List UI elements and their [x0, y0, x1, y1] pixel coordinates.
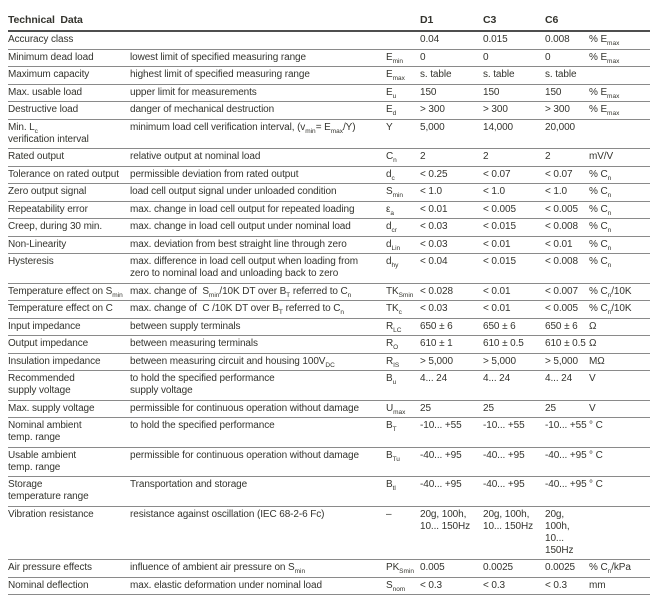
param-name-cell: Vibration resistance — [8, 507, 130, 524]
symbol-cell: $E_{min}$ — [386, 50, 420, 67]
value-c6-cell: < 1.0 — [545, 184, 589, 201]
symbol-cell: $R_O$ — [386, 336, 420, 353]
param-description-cell: Transportation and storage — [130, 477, 386, 494]
param-name-cell: Minimum dead load — [8, 50, 130, 67]
symbol-cell: $E_{max}$ — [386, 67, 420, 84]
param-description-cell: permissible deviation from rated output — [130, 167, 386, 184]
symbol-cell: $E_u$ — [386, 85, 420, 102]
value-c3-cell: 610 ± 0.5 — [483, 336, 545, 353]
table-row — [8, 578, 650, 595]
value-d1-cell: < 0.04 — [420, 254, 483, 271]
value-c6-cell: 0.0025 — [545, 560, 589, 577]
value-c3-cell: < 0.005 — [483, 202, 545, 219]
param-description-cell: permissible for continuous operation without damage — [130, 401, 386, 418]
value-d1-cell: < 0.3 — [420, 578, 483, 595]
param-description-cell: highest limit of specified measuring range — [130, 67, 386, 84]
value-d1-cell: 0.005 — [420, 560, 483, 577]
param-name-cell: Max. usable load — [8, 85, 130, 102]
value-d1-cell: > 5,000 — [420, 354, 483, 371]
value-c6-cell: 20g, 100h, 10... 150Hz — [545, 507, 589, 560]
value-c6-cell: -40... +95 — [545, 477, 589, 494]
value-c3-cell: 2 — [483, 149, 545, 166]
symbol-cell: $B_u$ — [386, 371, 420, 388]
param-description-cell: between measuring circuit and housing $100V_{DC}$ — [130, 354, 386, 371]
symbol-cell: $TK_c$ — [386, 301, 420, 318]
table-row — [8, 50, 650, 68]
value-d1-cell: 4... 24 — [420, 371, 483, 388]
value-d1-cell: -40... +95 — [420, 448, 483, 465]
param-description-cell: relative output at nominal load — [130, 149, 386, 166]
param-name-cell: Accuracy class — [8, 32, 130, 49]
unit-cell: ° C — [589, 448, 650, 465]
value-c6-cell: 25 — [545, 401, 589, 418]
value-c3-cell: < 0.01 — [483, 301, 545, 318]
value-d1-cell: -40... +95 — [420, 477, 483, 494]
param-description-cell: resistance against oscillation (IEC 68-2-6 Fc) — [130, 507, 386, 524]
table-row — [8, 254, 650, 284]
param-description-cell: max. elastic deformation under nominal load — [130, 578, 386, 595]
param-description-cell: to hold the specified performance — [130, 418, 386, 435]
param-description-cell: max. change of C /10K DT over $B_T$ referred to $C_n$ — [130, 301, 386, 318]
value-d1-cell: < 0.03 — [420, 301, 483, 318]
value-c3-cell: < 1.0 — [483, 184, 545, 201]
symbol-cell: $S_{nom}$ — [386, 578, 420, 595]
value-c6-cell: 0 — [545, 50, 589, 67]
symbol-cell: $B_{Tu}$ — [386, 448, 420, 465]
param-name-cell: Temperature effect on $S_{min}$ — [8, 284, 130, 301]
value-c6-cell: > 300 — [545, 102, 589, 119]
unit-cell: % $C_n/10K$ — [589, 284, 650, 301]
value-d1-cell: < 0.03 — [420, 219, 483, 236]
value-d1-cell: s. table — [420, 67, 483, 84]
value-c3-cell: < 0.015 — [483, 254, 545, 271]
value-c3-cell: < 0.01 — [483, 284, 545, 301]
symbol-cell: $U_{max}$ — [386, 401, 420, 418]
symbol-cell: $R_{LC}$ — [386, 319, 420, 336]
value-c6-cell: < 0.01 — [545, 237, 589, 254]
unit-cell: % $C_n$ — [589, 237, 650, 254]
symbol-cell: $R_{IS}$ — [386, 354, 420, 371]
table-row — [8, 102, 650, 120]
symbol-cell: – — [386, 507, 420, 524]
param-name-cell: Input impedance — [8, 319, 130, 336]
column-header-d1: D1 — [420, 11, 483, 30]
table-row — [8, 167, 650, 185]
value-d1-cell: < 1.0 — [420, 184, 483, 201]
symbol-cell: $PK_{Smin}$ — [386, 560, 420, 577]
value-c6-cell: < 0.007 — [545, 284, 589, 301]
value-c6-cell: 150 — [545, 85, 589, 102]
unit-cell: Ω — [589, 319, 650, 336]
value-c6-cell: -10... +55 — [545, 418, 589, 435]
param-name-cell: Storage temperature range — [8, 477, 130, 506]
param-name-cell: Nominal deflection — [8, 578, 130, 595]
value-c3-cell: < 0.3 — [483, 578, 545, 595]
value-c3-cell: s. table — [483, 67, 545, 84]
table-row — [8, 120, 650, 150]
value-d1-cell: 0.04 — [420, 32, 483, 49]
param-description-cell — [130, 32, 386, 37]
column-header-c6: C6 — [545, 11, 589, 30]
value-c6-cell: 20,000 — [545, 120, 589, 137]
value-c3-cell: -40... +95 — [483, 477, 545, 494]
symbol-cell — [386, 32, 420, 37]
table-row — [8, 149, 650, 167]
symbol-cell: $\varepsilon_a$ — [386, 202, 420, 219]
param-description-cell: upper limit for measurements — [130, 85, 386, 102]
table-row — [8, 284, 650, 302]
value-c6-cell: s. table — [545, 67, 589, 84]
param-name-cell: Output impedance — [8, 336, 130, 353]
unit-cell — [589, 120, 650, 125]
table-row — [8, 85, 650, 103]
unit-cell: % $E_{max}$ — [589, 102, 650, 119]
value-d1-cell: < 0.03 — [420, 237, 483, 254]
table-row — [8, 560, 650, 578]
unit-cell: ° C — [589, 418, 650, 435]
value-c6-cell: 650 ± 6 — [545, 319, 589, 336]
column-header-c3: C3 — [483, 11, 545, 30]
symbol-cell: $TK_{Smin}$ — [386, 284, 420, 301]
unit-cell: % $C_n$ — [589, 254, 650, 271]
param-name-cell: Air pressure effects — [8, 560, 130, 577]
param-name-cell: Nominal ambient temp. range — [8, 418, 130, 447]
unit-cell: V — [589, 371, 650, 388]
unit-cell: % $E_{max}$ — [589, 32, 650, 49]
value-d1-cell: 650 ± 6 — [420, 319, 483, 336]
symbol-cell: $B_{tl}$ — [386, 477, 420, 494]
table-row — [8, 219, 650, 237]
value-c6-cell: < 0.3 — [545, 578, 589, 595]
value-c6-cell: < 0.005 — [545, 301, 589, 318]
symbol-cell: $d_{Lin}$ — [386, 237, 420, 254]
value-c3-cell: 0 — [483, 50, 545, 67]
unit-cell: ° C — [589, 477, 650, 494]
value-c3-cell: < 0.015 — [483, 219, 545, 236]
value-c3-cell: > 300 — [483, 102, 545, 119]
unit-cell: % $E_{max}$ — [589, 85, 650, 102]
symbol-cell: $d_{cr}$ — [386, 219, 420, 236]
value-d1-cell: 2 — [420, 149, 483, 166]
value-d1-cell: < 0.028 — [420, 284, 483, 301]
value-d1-cell: 25 — [420, 401, 483, 418]
unit-cell — [589, 67, 650, 72]
param-name-cell: Maximum capacity — [8, 67, 130, 84]
unit-cell: % $C_n$ — [589, 184, 650, 201]
unit-cell: % $C_n$ — [589, 219, 650, 236]
value-c6-cell: < 0.005 — [545, 202, 589, 219]
param-description-cell: permissible for continuous operation without damage — [130, 448, 386, 465]
value-d1-cell: 5,000 — [420, 120, 483, 137]
value-c3-cell: 0.0025 — [483, 560, 545, 577]
symbol-cell: $d_c$ — [386, 167, 420, 184]
value-c3-cell: 4... 24 — [483, 371, 545, 388]
table-row — [8, 32, 650, 50]
symbol-cell: $d_{hy}$ — [386, 254, 420, 271]
table-row — [8, 184, 650, 202]
value-d1-cell: < 0.25 — [420, 167, 483, 184]
param-name-cell: Usable ambient temp. range — [8, 448, 130, 477]
unit-cell: % $E_{max}$ — [589, 50, 650, 67]
param-description-cell: influence of ambient air pressure on $S_{min}$ — [130, 560, 386, 577]
symbol-cell: $B_T$ — [386, 418, 420, 435]
table-row — [8, 202, 650, 220]
value-c3-cell: < 0.07 — [483, 167, 545, 184]
table-row — [8, 477, 650, 507]
unit-cell: Ω — [589, 336, 650, 353]
value-d1-cell: -10... +55 — [420, 418, 483, 435]
param-name-cell: Max. supply voltage — [8, 401, 130, 418]
value-c3-cell: -40... +95 — [483, 448, 545, 465]
table-row — [8, 507, 650, 561]
param-name-cell: Temperature effect on C — [8, 301, 130, 318]
param-name-cell: Rated output — [8, 149, 130, 166]
unit-cell: % $C_n$/kPa — [589, 560, 650, 577]
param-name-cell: Creep, during 30 min. — [8, 219, 130, 236]
unit-cell: mm — [589, 578, 650, 595]
param-name-cell: Min. $L_c$ verification interval — [8, 120, 130, 149]
param-name-cell: Recommended supply voltage — [8, 371, 130, 400]
param-description-cell: max. change in load cell output for repeated loading — [130, 202, 386, 219]
param-name-cell: Hysteresis — [8, 254, 130, 271]
value-c6-cell: -40... +95 — [545, 448, 589, 465]
param-description-cell: max. change in load cell output under nominal load — [130, 219, 386, 236]
param-name-cell: Destructive load — [8, 102, 130, 119]
value-d1-cell: 150 — [420, 85, 483, 102]
param-name-cell: Repeatability error — [8, 202, 130, 219]
table-header-row — [8, 11, 650, 32]
value-d1-cell: > 300 — [420, 102, 483, 119]
param-description-cell: between measuring terminals — [130, 336, 386, 353]
value-c6-cell: 0.008 — [545, 32, 589, 49]
table-row — [8, 336, 650, 354]
table-title: Technical Data — [8, 11, 420, 30]
param-description-cell: max. deviation from best straight line through zero — [130, 237, 386, 254]
column-header-unit — [589, 11, 650, 18]
table-row — [8, 354, 650, 372]
symbol-cell: Y — [386, 120, 420, 137]
value-d1-cell: 610 ± 1 — [420, 336, 483, 353]
value-c6-cell: > 5,000 — [545, 354, 589, 371]
value-c6-cell: < 0.008 — [545, 219, 589, 236]
table-row — [8, 301, 650, 319]
value-c3-cell: 20g, 100h, 10... 150Hz — [483, 507, 545, 536]
value-c3-cell: 14,000 — [483, 120, 545, 137]
param-description-cell: load cell output signal under unloaded condition — [130, 184, 386, 201]
unit-cell: mV/V — [589, 149, 650, 166]
table-body — [8, 32, 650, 595]
param-description-cell: danger of mechanical destruction — [130, 102, 386, 119]
table-row — [8, 418, 650, 448]
value-c3-cell: -10... +55 — [483, 418, 545, 435]
value-c6-cell: < 0.008 — [545, 254, 589, 271]
value-c6-cell: 4... 24 — [545, 371, 589, 388]
unit-cell: V — [589, 401, 650, 418]
param-description-cell: between supply terminals — [130, 319, 386, 336]
value-d1-cell: 20g, 100h, 10... 150Hz — [420, 507, 483, 536]
table-row — [8, 319, 650, 337]
value-c6-cell: 2 — [545, 149, 589, 166]
table-row — [8, 401, 650, 419]
param-name-cell: Non-Linearity — [8, 237, 130, 254]
symbol-cell: $C_n$ — [386, 149, 420, 166]
value-c3-cell: 650 ± 6 — [483, 319, 545, 336]
value-c3-cell: 25 — [483, 401, 545, 418]
value-c6-cell: 610 ± 0.5 — [545, 336, 589, 353]
value-c3-cell: < 0.01 — [483, 237, 545, 254]
unit-cell: MΩ — [589, 354, 650, 371]
value-d1-cell: 0 — [420, 50, 483, 67]
param-description-cell: minimum load cell verification interval, $(v_{min}= E_{max}/Y)$ — [130, 120, 386, 137]
value-d1-cell: < 0.01 — [420, 202, 483, 219]
unit-cell: % $C_n/10K$ — [589, 301, 650, 318]
value-c6-cell: < 0.07 — [545, 167, 589, 184]
symbol-cell: $E_d$ — [386, 102, 420, 119]
table-row — [8, 237, 650, 255]
table-row — [8, 371, 650, 401]
symbol-cell: $S_{min}$ — [386, 184, 420, 201]
param-description-cell: max. change of $S_{min}/10K$ DT over $B_T$ referred to $C_n$ — [130, 284, 386, 301]
unit-cell: % $C_n$ — [589, 167, 650, 184]
unit-cell: % $C_n$ — [589, 202, 650, 219]
unit-cell — [589, 507, 650, 512]
param-description-cell: to hold the specified performance supply voltage — [130, 371, 386, 400]
table-row — [8, 67, 650, 85]
param-name-cell: Tolerance on rated output — [8, 167, 130, 184]
value-c3-cell: 150 — [483, 85, 545, 102]
table-row — [8, 448, 650, 478]
param-name-cell: Zero output signal — [8, 184, 130, 201]
param-description-cell: lowest limit of specified measuring range — [130, 50, 386, 67]
value-c3-cell: 0.015 — [483, 32, 545, 49]
value-c3-cell: > 5,000 — [483, 354, 545, 371]
param-description-cell: max. difference in load cell output when loading from zero to nominal load and unloading back to zero — [130, 254, 386, 283]
param-name-cell: Insulation impedance — [8, 354, 130, 371]
